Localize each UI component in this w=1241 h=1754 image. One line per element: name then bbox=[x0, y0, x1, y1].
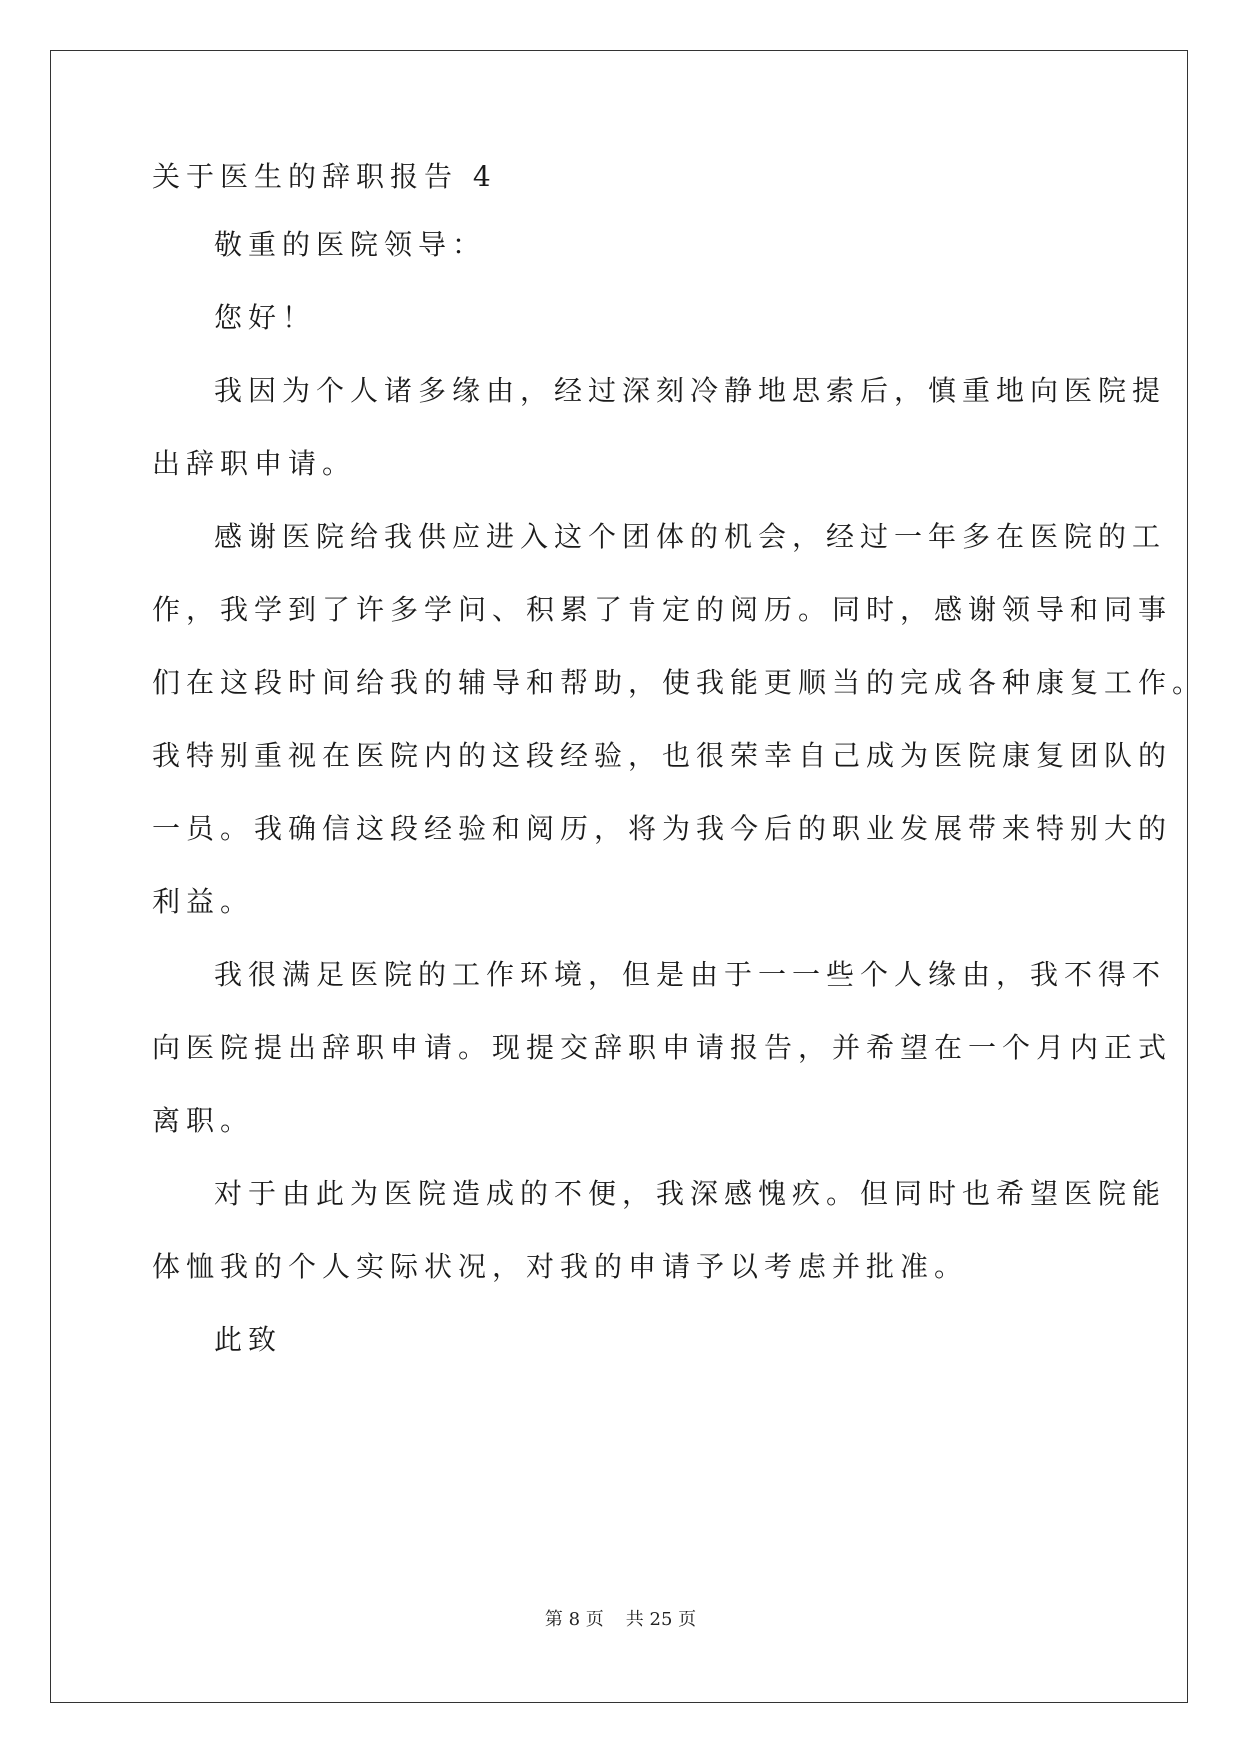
total-pages-label: 共 25 页 bbox=[625, 1609, 697, 1630]
paragraph-line: 感谢医院给我供应进入这个团体的机会，经过一年多在医院的工 bbox=[214, 520, 1167, 553]
document-title: 关于医生的辞职报告 4 bbox=[152, 160, 497, 193]
page-footer bbox=[0, 1608, 1241, 1632]
paragraph-line: 向医院提出辞职申请。现提交辞职申请报告，并希望在一个月内正式 bbox=[152, 1031, 1173, 1064]
paragraph-line: 对于由此为医院造成的不便，我深感愧疚。但同时也希望医院能 bbox=[214, 1177, 1167, 1210]
paragraph-line: 出辞职申请。 bbox=[152, 447, 357, 480]
paragraph-line: 离职。 bbox=[152, 1104, 255, 1137]
salutation: 敬重的医院领导： bbox=[214, 228, 487, 261]
paragraph-line: 我因为个人诸多缘由，经过深刻冷静地思索后，慎重地向医院提 bbox=[214, 374, 1167, 407]
greeting: 您好！ bbox=[214, 301, 317, 334]
paragraph-line: 我特别重视在医院内的这段经验，也很荣幸自己成为医院康复团队的 bbox=[152, 739, 1173, 772]
current-page-label: 第 8 页 bbox=[544, 1609, 604, 1630]
closing-line: 此致 bbox=[214, 1323, 283, 1356]
paragraph-line: 作，我学到了许多学问、积累了肯定的阅历。同时，感谢领导和同事 bbox=[152, 593, 1173, 626]
paragraph-line: 利益。 bbox=[152, 885, 255, 918]
paragraph-line: 体恤我的个人实际状况，对我的申请予以考虑并批准。 bbox=[152, 1250, 969, 1283]
paragraph-line: 一员。我确信这段经验和阅历，将为我今后的职业发展带来特别大的 bbox=[152, 812, 1173, 845]
paragraph-line: 我很满足医院的工作环境，但是由于一一些个人缘由，我不得不 bbox=[214, 958, 1167, 991]
paragraph-line: 们在这段时间给我的辅导和帮助，使我能更顺当的完成各种康复工作。 bbox=[152, 666, 1207, 699]
